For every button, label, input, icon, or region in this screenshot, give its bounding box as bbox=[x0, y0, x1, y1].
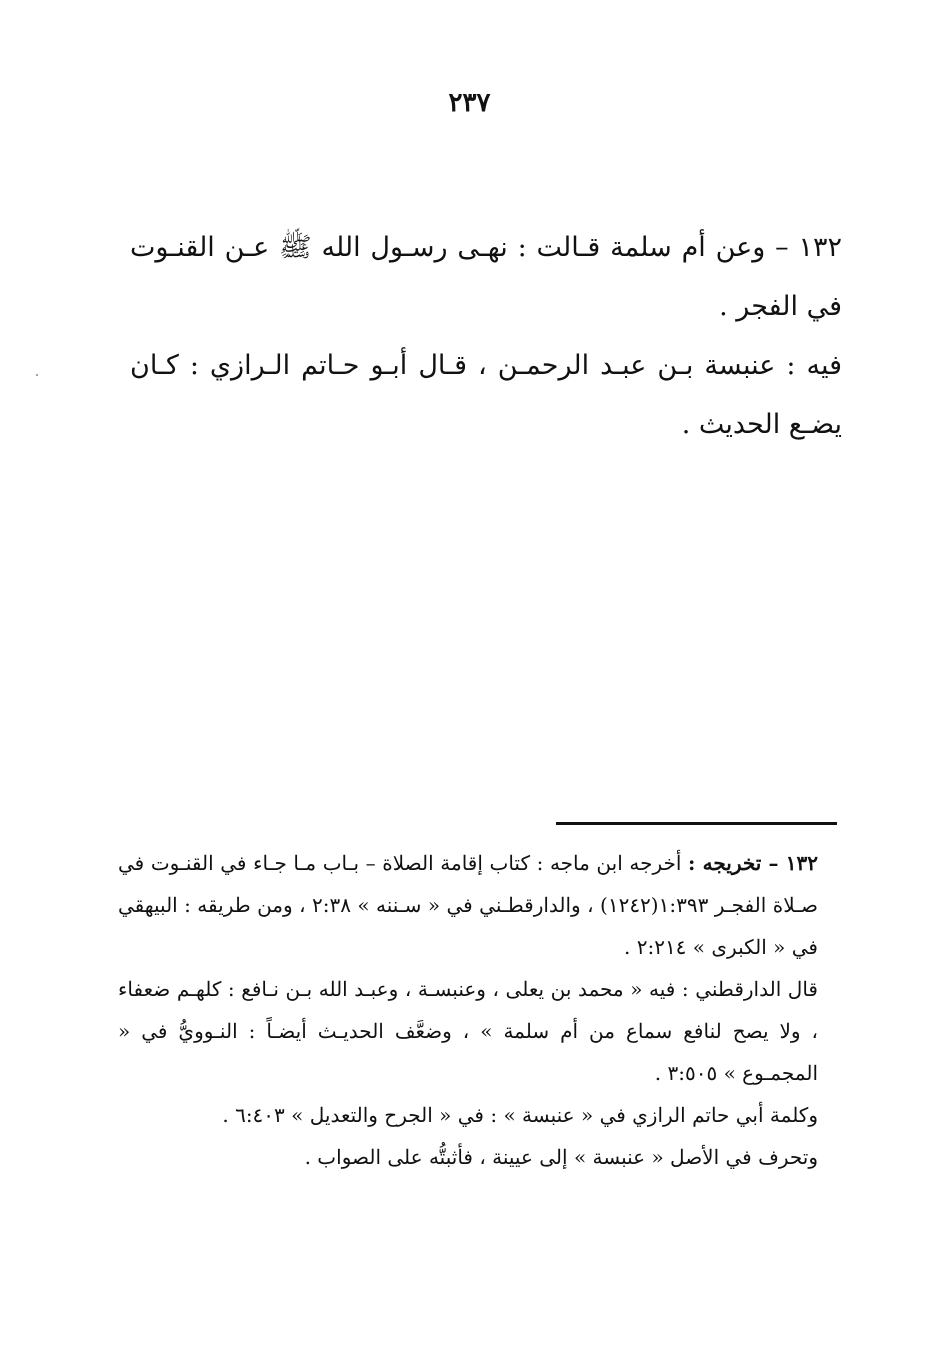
hadith-paragraph: ١٣٢ – وعن أم سلمة قـالت : نهـى رسـول الله ﷺ عـن القنـوت في الفجر . bbox=[130, 232, 842, 322]
footnotes bbox=[118, 842, 840, 1178]
footnote-daraqutni: قال الدارقطني : فيه « محمد بن يعلى ، وعنبسـة ، وعبـد الله بـن نـافع : كلهـم ضعفاء ، ولا يصح لنافع سماع من أم سلمة » ، وضعَّف الحديـث أيضـاً : النـوويُّ في « المجمـوع » ٣:٥٠٥ . bbox=[118, 977, 818, 1085]
footnote-abu-hatim: وكلمة أبي حاتم الرازي في « عنبسة » : في « الجرح والتعديل » ٦:٤٠٣ . bbox=[222, 1103, 818, 1127]
hadith-commentary: فيه : عنبسة بـن عبـد الرحمـن ، قـال أبـو حـاتم الـرازي : كـان يضـع الحديث . bbox=[130, 350, 842, 440]
footnote-takhrij bbox=[118, 842, 840, 968]
footnote-correction: وتحرف في الأصل « عنبسة » إلى عيينة ، فأثبتُّه على الصواب . bbox=[304, 1145, 818, 1169]
footnote-separator bbox=[556, 822, 837, 825]
hadith-text bbox=[130, 218, 842, 454]
footnote-label: ١٣٢ – تخريجه : bbox=[688, 851, 819, 875]
footnote-takhrij-text: أخرجه ابن ماجه : كتاب إقامة الصلاة – بـاب مـا جـاء في القنـوت في صـلاة الفجـر ١:٣٩٣(١٢٤٢) ، والدارقطـني في « سـننه » ٢:٣٨ ، ومن طريقه : البيهقي في « الكبرى » ٢:٢١٤ . bbox=[118, 851, 818, 959]
page-number: ٢٣٧ bbox=[448, 88, 491, 118]
scan-speck bbox=[36, 374, 38, 376]
